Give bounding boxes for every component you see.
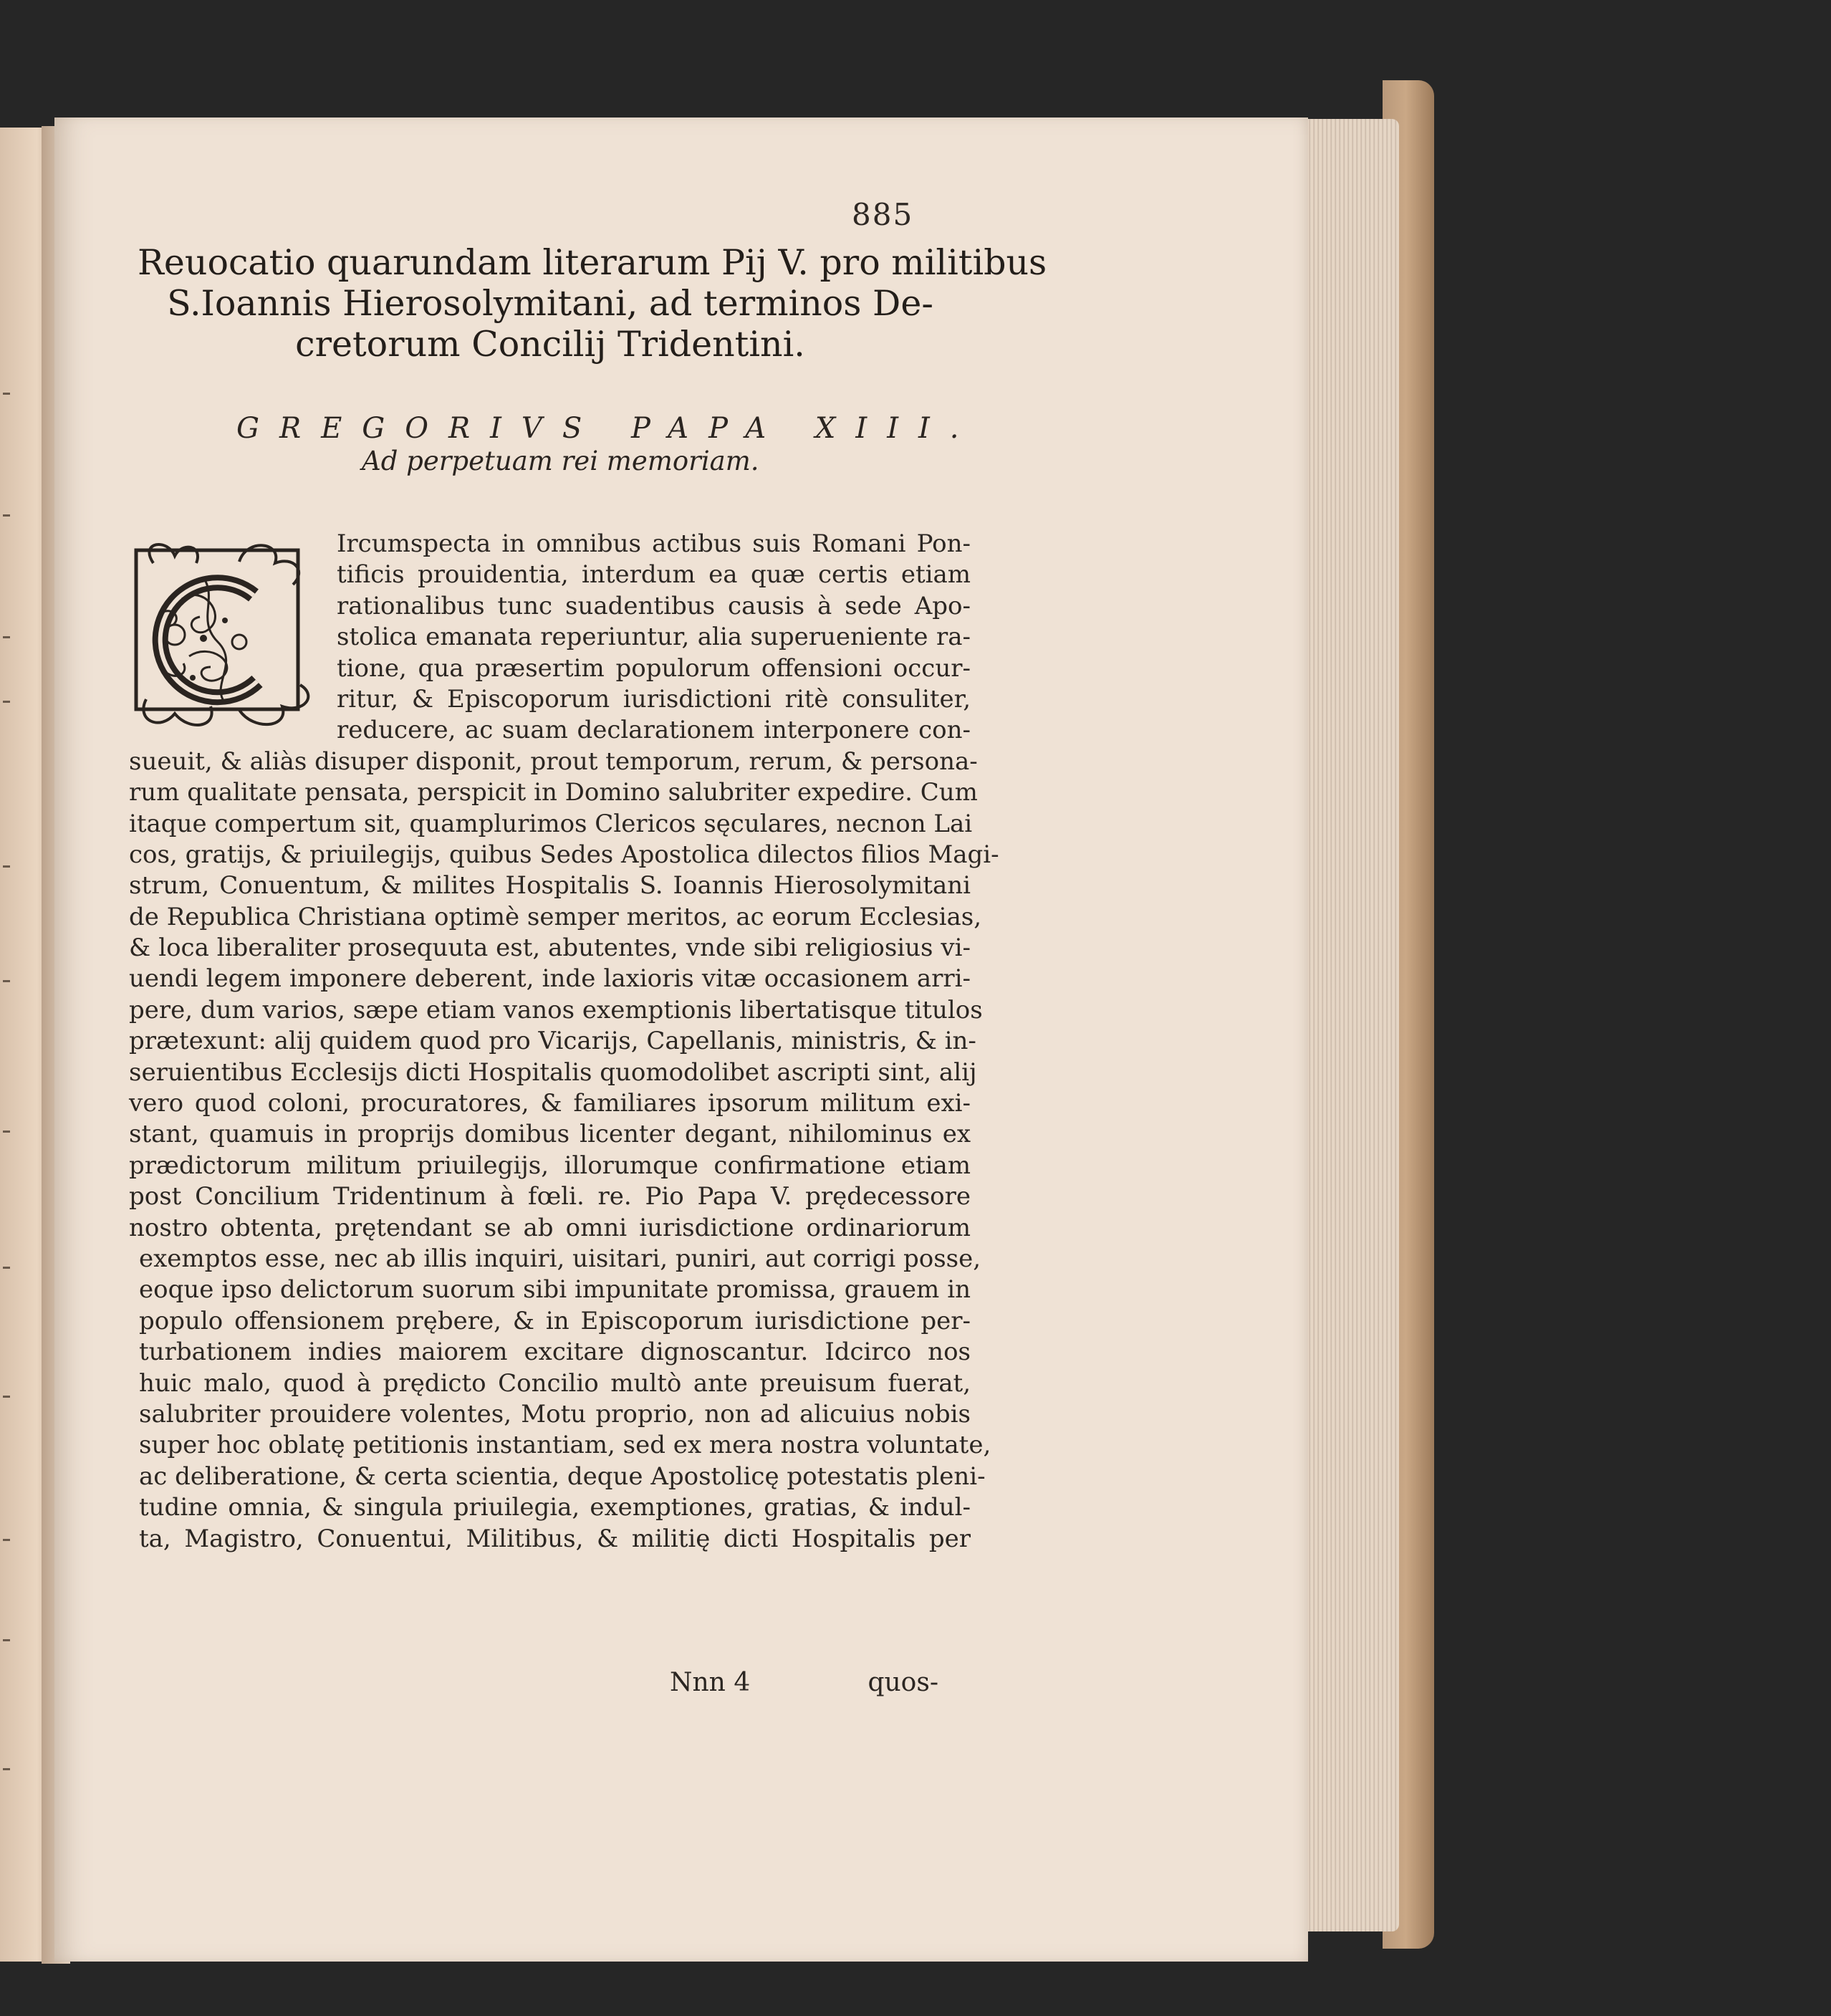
body-line: rum qualitate pensata, perspicit in Domino salubriter expedire. Cum [129, 778, 978, 807]
body-line: & loca liberaliter prosequuta est, abutentes, vnde sibi religiosius vi- [129, 933, 971, 963]
title-line: Reuocatio quarundam literarum Pij V. pro militibus [138, 242, 1047, 283]
body-line: sueuit, & aliàs disuper disponit, prout temporum, rerum, & persona- [129, 747, 978, 776]
pope-heading: GREGORIVS PAPA XIII. [236, 412, 979, 445]
page-footer [670, 1668, 938, 1697]
body-line: prædictorum militum priuilegijs, illorumque confirmatione etiam [129, 1151, 971, 1180]
body-line: salubriter prouidere volentes, Motu proprio, non ad alicuius nobis [139, 1399, 971, 1429]
body-line: ac deliberatione, & certa scientia, deque Apostolicę potestatis pleni- [139, 1461, 986, 1491]
body-line: tificis prouidentia, interdum ea quæ certis etiam [337, 560, 971, 590]
bleed-mark [3, 1539, 10, 1541]
bleed-mark [3, 1639, 10, 1641]
body-line: strum, Conuentum, & milites Hospitalis S. Ioannis Hierosolymitani [129, 871, 971, 901]
body-line: Ircumspecta in omnibus actibus suis Romani Pon- [337, 529, 971, 558]
page-fore-edge [1302, 119, 1399, 1931]
body-line: huic malo, quod à prędicto Concilio multò ante preuisum fuerat, [139, 1368, 971, 1398]
body-line: cos, gratijs, & priuilegijs, quibus Sedes Apostolica dilectos filios Magi- [129, 840, 999, 869]
body-line: ta, Magistro, Conuentui, Militibus, & militię dicti Hospitalis per [139, 1524, 971, 1553]
body-line: stant, quamuis in proprijs domibus licenter degant, nihilominus ex [129, 1120, 971, 1149]
body-line: super hoc oblatę petitionis instantiam, sed ex mera nostra voluntate, [139, 1431, 991, 1460]
page-number: 885 [852, 197, 914, 232]
body-line: eoque ipso delictorum suorum sibi impunitate promissa, grauem in [139, 1275, 971, 1305]
left-page-bleed-marks [3, 364, 32, 2012]
body-line: de Republica Christiana optimè semper meritos, ac eorum Ecclesias, [129, 902, 982, 931]
body-line: stolica emanata reperiuntur, alia superueniente ra- [337, 623, 971, 652]
body-line: turbationem indies maiorem excitare dignoscantur. Idcirco nos [139, 1338, 971, 1367]
body-line: tudine omnia, & singula priuilegia, exemptiones, gratias, & indul- [139, 1493, 971, 1522]
body-line: exemptos esse, nec ab illis inquiri, uisitari, puniri, aut corrigi posse, [139, 1244, 981, 1273]
body-line: post Concilium Tridentinum à fœli. re. Pio Papa V. prędecessore [129, 1182, 971, 1211]
page-title [138, 242, 1047, 365]
body-line: ritur, & Episcoporum iurisdictioni ritè consuliter, [337, 684, 971, 714]
bleed-mark [3, 980, 10, 982]
body-line: uendi legem imponere deberent, inde laxioris vitæ occasionem arri- [129, 964, 971, 994]
body-line: rationalibus tunc suadentibus causis à sede Apo- [337, 591, 971, 620]
body-line: itaque compertum sit, quamplurimos Clericos sęculares, necnon Lai [129, 809, 973, 838]
title-line: cretorum Concilij Tridentini. [295, 324, 805, 365]
bleed-mark [3, 514, 10, 517]
body-line: tione, qua præsertim populorum offensioni occur- [337, 653, 971, 683]
bleed-mark [3, 701, 10, 703]
bleed-mark [3, 1131, 10, 1133]
bleed-mark [3, 865, 10, 868]
body-line: nostro obtenta, prętendant se ab omni iurisdictione ordinariorum [129, 1213, 971, 1242]
bleed-mark [3, 1396, 10, 1398]
body-line: populo offensionem prębere, & in Episcoporum iurisdictione per- [139, 1306, 971, 1335]
bleed-mark [3, 1267, 10, 1269]
body-line: prætexunt: alij quidem quod pro Vicarijs, Capellanis, ministris, & in- [129, 1027, 976, 1056]
body-text [129, 529, 999, 1555]
body-line: seruientibus Ecclesijs dicti Hospitalis quomodolibet ascripti sint, alij [129, 1057, 977, 1087]
catchword: quos- [868, 1668, 938, 1697]
bleed-mark [3, 1768, 10, 1770]
subtitle: Ad perpetuam rei memoriam. [362, 446, 759, 476]
bleed-mark [3, 393, 10, 395]
body-line: pere, dum varios, sæpe etiam vanos exemptionis libertatisque titulos [129, 995, 983, 1024]
body-line: reducere, ac suam declarationem interponere con- [337, 716, 971, 745]
body-line: vero quod coloni, procuratores, & familiares ipsorum militum exi- [129, 1089, 971, 1118]
title-line: S.Ioannis Hierosolymitani, ad terminos De- [167, 283, 933, 324]
bleed-mark [3, 636, 10, 638]
signature-mark: Nnn 4 [670, 1668, 751, 1697]
